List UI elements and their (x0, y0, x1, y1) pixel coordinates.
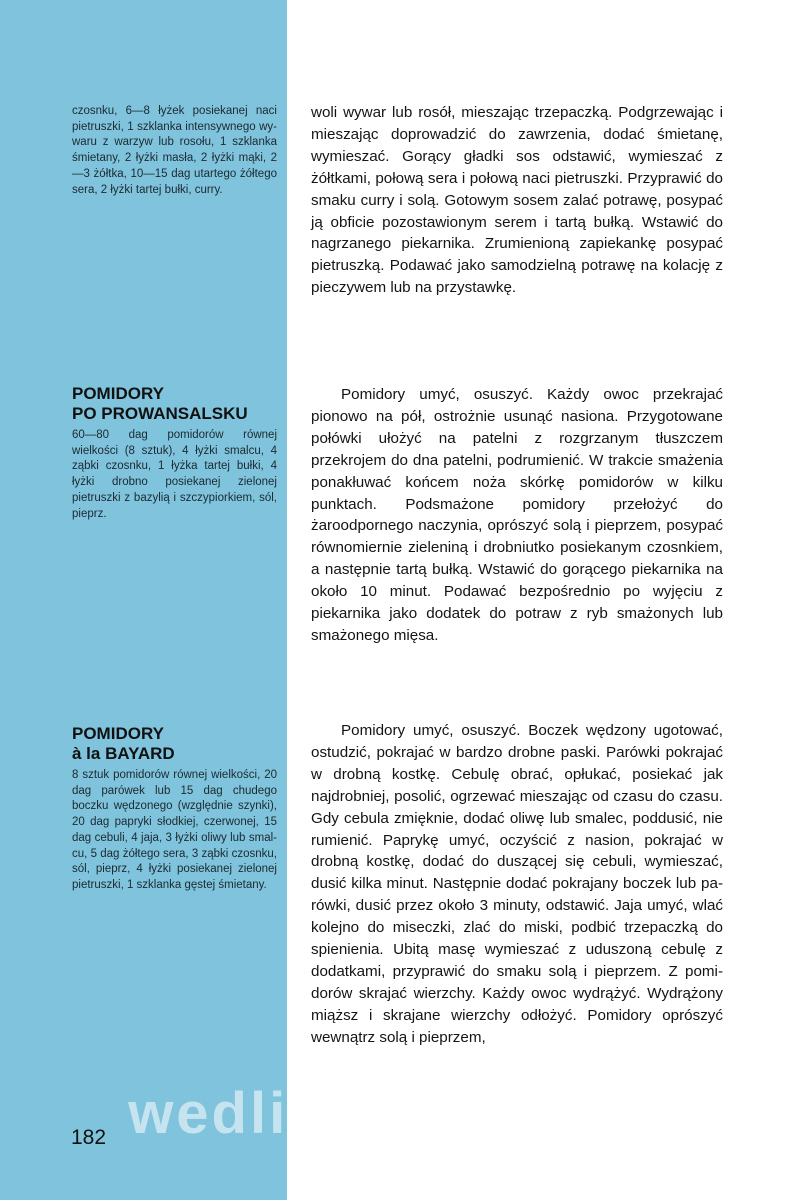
recipe-2-instructions: Pomidory umyć, osuszyć. Każdy owoc przekrajać pionowo na pół, ostrożnie usunąć nasiona. Przygotowane połówki ułożyć na patelni z rozgrzanym tłuszczem przekrojem do dna patelni, podrumienić. W trakcie smażenia ponakłuwać końcem noża skórkę pomidorów w kilku punktach. Podsmażone pomidory przełożyć do żaroodpornego naczynia, oprószyć solą i pieprzem, posypać równomiernie zieleniną i drobniutko posiekanym czosnkiem, a następnie tartą bułką. Wstawić do gorącego piekarnika na około 10 minut. Podawać bezpośrednio po wyjęciu z piekarnika jako dodatek do potraw z ryb smażonych lub smażonego mięsa. (311, 386, 723, 644)
recipe-1-instructions: woli wywar lub rosół, mieszając trzepaczką. Podgrzewając i mieszając doprowadzić do zawrzenia, dodać śmietanę, wymieszać. Gorący gładki sos odstawić, wymieszać z żółtkami, połową sera i połową naci pietruszki. Przyprawić do smaku curry i solą. Gotowym sosem zalać potrawę, posypać ją obficie pozostawionym serem i tartą bułką. Wstawić do nagrzanego piekarnika. Zrumienioną zapiekankę posypać pietruszką. Podawać jako samodzielną potrawę na kolację z pieczywem lub na przystawkę. (311, 104, 723, 297)
recipe-3-ingredients: 8 sztuk pomidorów równej wielkości, 20 dag parówek lub 15 dag chudego boczku wędzonego (względnie szynki), 20 dag papryki słodkiej, czerwonej, 15 dag cebuli, 4 jaja, 3 łyżki oliwy lub smalcu, 5 dag żółtego sera, 3 ząbki czosnku, sól, pieprz, 4 łyżki posiekanej zielonej pietruszki, 1 szklanka gęstej śmietany. (72, 769, 277, 891)
recipe-3-title: POMIDORY à la BAYARD (72, 724, 175, 763)
page-number: 182 (71, 1126, 107, 1149)
recipe-2-ingredients: 60—80 dag pomidorów równej wielkości (8 sztuk), 4 łyżki smalcu, 4 ząbki czosnku, 1 łyżka tartej bułki, 4 łyżki drobno posiekanej zielonej pietruszki z bazylią i szczypiorkiem, sól, pieprz. (72, 429, 277, 520)
recipe-3-instructions: Pomidory umyć, osuszyć. Boczek wędzony ugotować, ostudzić, pokrajać w bardzo drobne paski. Parówki pokrajać w drobną kostkę. Cebulę obrać, opłukać, posiekać jak najdrobniej, posolić, ogrzewać mieszając od czasu do czasu. Gdy cebula zmięknie, dodać oliwę lub smalec, poddusić, nie rumienić. Paprykę umyć, oczyścić z nasion, pokrajać w drobną kostkę, dodać do duszącej się cebuli, wymieszać, dusić kilka minut. Następnie dodać pokrajany boczek lub parówki, dusić przez około 3 minuty, odstawić. Jaja umyć, wlać kolejno do miseczki, zlać do miski, podbić trzepaczką do spienienia. Ubitą masę wymieszać z uduszoną cebulę z dodatkami, przyprawić do smaku solą i pieprzem. Z pomidorów skrajać wierzchy. Każdy owoc wydrążyć. Wydrążony miąższ i skrajane wierzchy odłożyć. Pomidory oprószyć wewnątrz solą i pieprzem, (311, 722, 723, 1046)
recipe-2-title: POMIDORY PO PROWANSALSKU (72, 384, 248, 423)
recipe-1-ingredients: czosnku, 6—8 łyżek posiekanej naci pietruszki, 1 szklanka intensywnego wywaru z warzyw lub rosołu, 1 szklanka śmietany, 2 łyżki masła, 2 łyżki mąki, 2—3 żółtka, 10—15 dag utartego żółtego sera, 2 łyżki tartej bułki, curry. (72, 105, 277, 196)
watermark: wedlinydomowe.pl (128, 1081, 692, 1146)
